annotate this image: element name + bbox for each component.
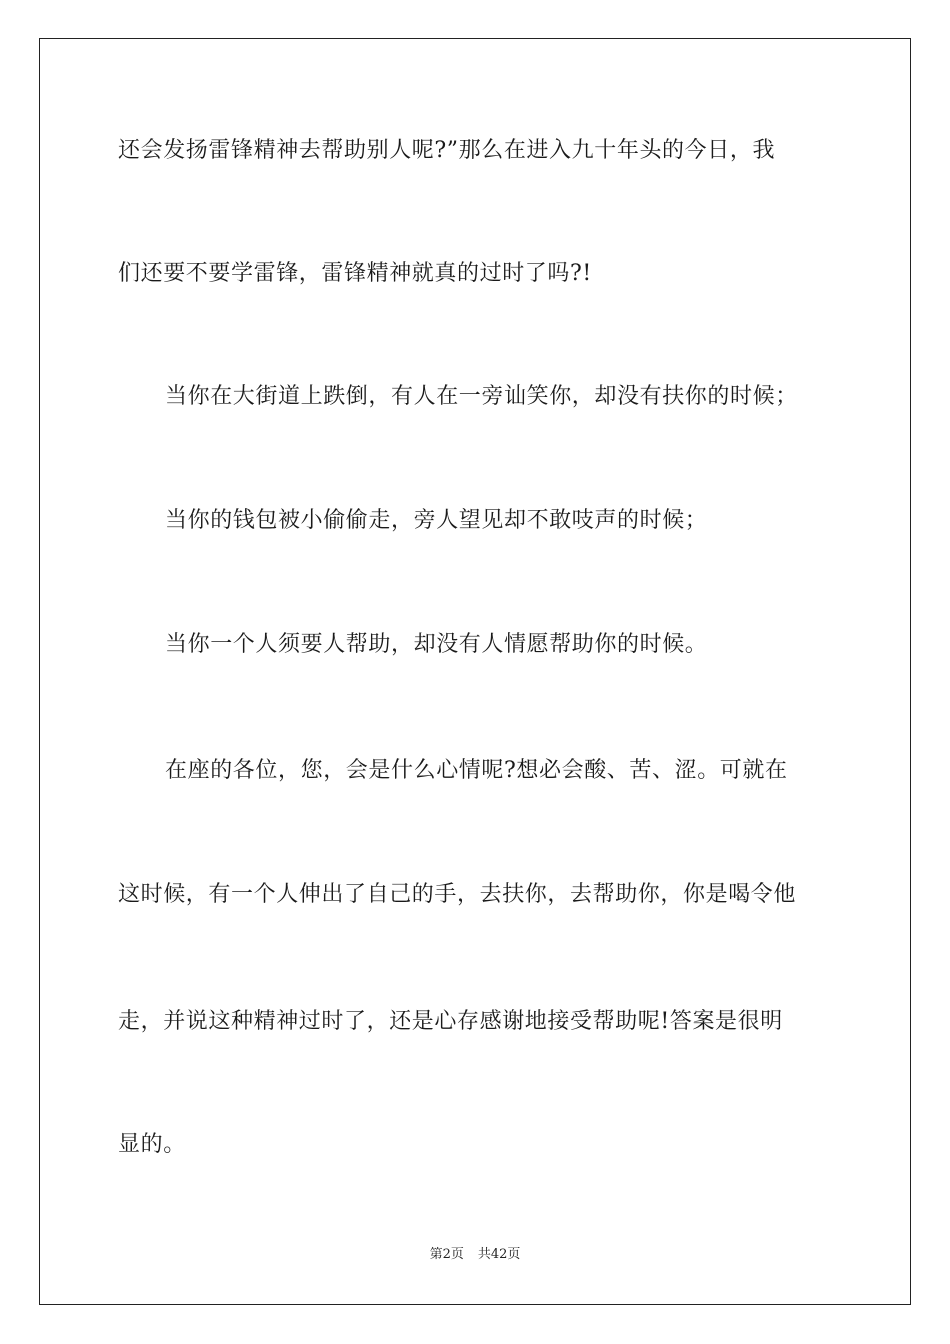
page-total: 共42页 (477, 1247, 521, 1262)
body-text-line: 这时候，有一个人伸出了自己的手，去扶你，去帮助你，你是喝令他 (118, 882, 797, 907)
body-text-line: 显的。 (118, 1132, 186, 1157)
page-number: 第2页 (429, 1247, 464, 1262)
body-text-line: 当你一个人须要人帮助，却没有人情愿帮助你的时候。 (165, 632, 708, 657)
body-text-line: 们还要不要学雷锋，雷锋精神就真的过时了吗?! (118, 261, 592, 286)
page-footer (0, 1246, 950, 1264)
body-text-line: 在座的各位，您，会是什么心情呢?想必会酸、苦、涩。可就在 (165, 758, 788, 783)
body-text-line: 还会发扬雷锋精神去帮助别人呢?”那么在进入九十年头的今日，我 (118, 138, 776, 163)
body-text-line: 当你在大街道上跌倒，有人在一旁讪笑你，却没有扶你的时候； (165, 384, 798, 409)
body-text-line: 走，并说这种精神过时了，还是心存感谢地接受帮助呢!答案是很明 (118, 1009, 783, 1034)
page-border (39, 38, 911, 1305)
body-text-line: 当你的钱包被小偷偷走，旁人望见却不敢吱声的时候； (165, 508, 708, 533)
